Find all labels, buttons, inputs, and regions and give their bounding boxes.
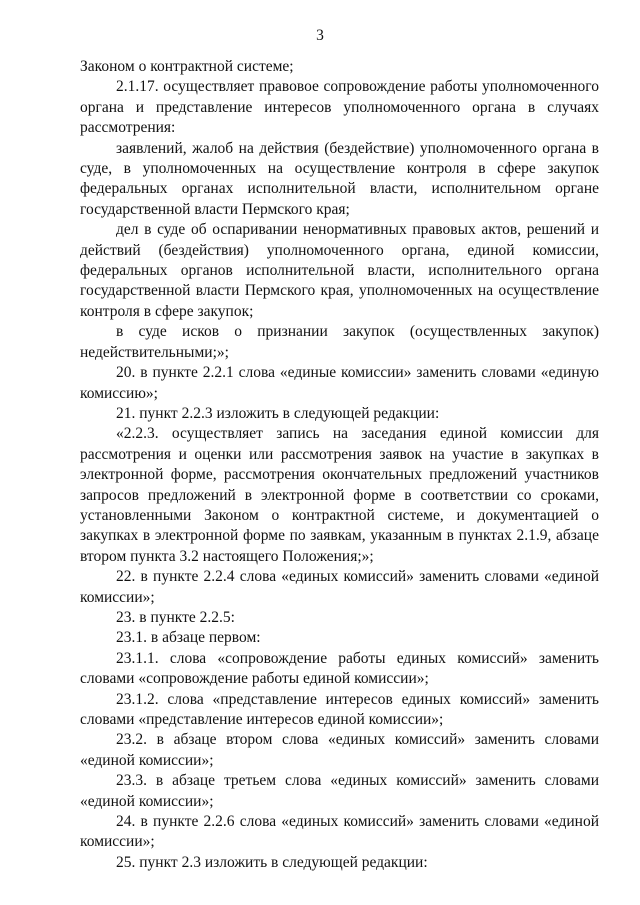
paragraph: 24. в пункте 2.2.6 слова «единых комиссий» заменить словами «единой комиссии»; (80, 813, 599, 851)
document-body (80, 57, 599, 873)
paragraph: в суде исков о признании закупок (осуществленных закупок) недействительными;»; (80, 323, 599, 361)
paragraph: заявлений, жалоб на действия (бездействие) уполномоченного органа в суде, в уполномоченных на осуществление контроля в сфере закупок федеральных органах исполнительной власти, исполнительном органе государственной власти Пермского края; (80, 139, 599, 218)
paragraph: дел в суде об оспаривании ненормативных правовых актов, решений и действий (бездействия) уполномоченного органа, единой комиссии, федеральных органов исполнительной власти, исполнительного органа государственной власти Пермского края, уполномоченных на осуществление контроля в сфере закупок; (80, 221, 599, 320)
paragraph: 2.1.17. осуществляет правовое сопровождение работы уполномоченного органа и представление интересов уполномоченного органа в случаях рассмотрения: (80, 78, 599, 137)
paragraph: 25. пункт 2.3 изложить в следующей редакции: (116, 853, 428, 871)
paragraph: 20. в пункте 2.2.1 слова «единые комиссии» заменить словами «единую комиссию»; (80, 364, 599, 402)
paragraph: 22. в пункте 2.2.4 слова «единых комиссий» заменить словами «единой комиссии»; (80, 568, 599, 606)
paragraph: 23.1.2. слова «представление интересов единых комиссий» заменить словами «представление интересов единой комиссии»; (80, 690, 599, 728)
paragraph: «2.2.3. осуществляет запись на заседания единой комиссии для рассмотрения и оценки или рассмотрения заявок на участие в закупках в электронной форме, рассмотрения окончательных предложений участников запросов предложений в электронной форме в соответствии со сроками, установленными Законом о контрактной системе, и документацией о закупках в электронной форме по заявкам, указанным в пунктах 2.1.9, абзаце втором пункта 3.2 настоящего Положения;»; (80, 425, 599, 565)
paragraph: 23. в пункте 2.2.5: (116, 608, 235, 626)
paragraph: 23.1. в абзаце первом: (116, 629, 261, 647)
paragraph: 23.3. в абзаце третьем слова «единых комиссий» заменить словами «единой комиссии»; (80, 772, 599, 810)
paragraph: 23.2. в абзаце втором слова «единых комиссий» заменить словами «единой комиссии»; (80, 731, 599, 769)
page-number: 3 (316, 27, 324, 44)
paragraph: 23.1.1. слова «сопровождение работы единых комиссий» заменить словами «сопровождение работы единой комиссии»; (80, 649, 599, 688)
paragraph: 21. пункт 2.2.3 изложить в следующей редакции: (116, 404, 440, 422)
paragraph: Законом о контрактной системе; (80, 58, 294, 75)
